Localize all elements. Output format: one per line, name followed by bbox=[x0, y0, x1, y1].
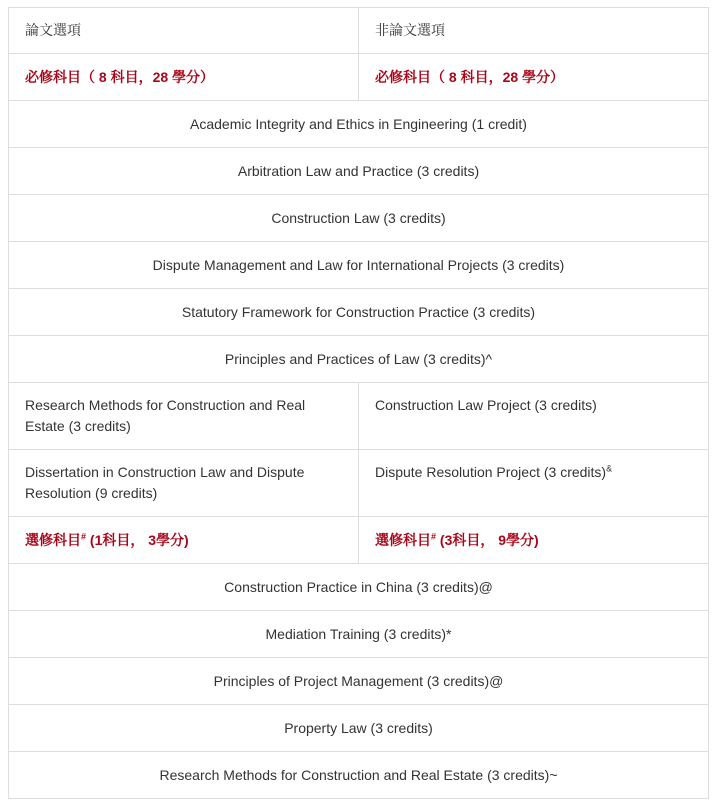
table-row bbox=[9, 705, 709, 752]
compulsory-course: Principles and Practices of Law (3 credits)^ bbox=[9, 336, 709, 383]
elective-label: 選修科目 bbox=[25, 531, 81, 548]
table-row bbox=[9, 658, 709, 705]
compulsory-course: Construction Law (3 credits) bbox=[9, 195, 709, 242]
programme-structure-table bbox=[8, 7, 709, 799]
table-row bbox=[9, 752, 709, 799]
elective-course: Research Methods for Construction and Real Estate (3 credits)~ bbox=[9, 752, 709, 799]
table-row bbox=[9, 611, 709, 658]
table-row bbox=[9, 383, 709, 450]
footnote-mark: & bbox=[606, 463, 613, 474]
compulsory-heading-row bbox=[9, 54, 709, 101]
elective-heading-row bbox=[9, 517, 709, 564]
table-row bbox=[9, 148, 709, 195]
header-thesis-option: 論文選項 bbox=[9, 8, 359, 54]
compulsory-course: Arbitration Law and Practice (3 credits) bbox=[9, 148, 709, 195]
non-thesis-course-label: Construction Law Project (3 credits) bbox=[375, 397, 597, 413]
header-non-thesis-option: 非論文選項 bbox=[359, 8, 709, 54]
elective-course: Property Law (3 credits) bbox=[9, 705, 709, 752]
compulsory-course: Statutory Framework for Construction Practice (3 credits) bbox=[9, 289, 709, 336]
elective-label: 選修科目 bbox=[375, 531, 431, 548]
footnote-mark: # bbox=[81, 530, 87, 541]
table-row bbox=[9, 289, 709, 336]
non-thesis-course bbox=[359, 383, 709, 450]
non-thesis-course bbox=[359, 450, 709, 517]
compulsory-course: Dispute Management and Law for International Projects (3 credits) bbox=[9, 242, 709, 289]
table-row bbox=[9, 242, 709, 289]
table-row bbox=[9, 450, 709, 517]
non-thesis-course-label: Dispute Resolution Project (3 credits) bbox=[375, 464, 607, 480]
thesis-course: Dissertation in Construction Law and Dispute Resolution (9 credits) bbox=[9, 450, 359, 517]
elective-count: (1科目， 3學分) bbox=[86, 531, 189, 548]
footnote-mark: # bbox=[431, 530, 437, 541]
elective-heading-thesis bbox=[9, 517, 359, 564]
table-header-row bbox=[9, 8, 709, 54]
compulsory-heading-thesis: 必修科目（ 8 科目，28 學分） bbox=[9, 54, 359, 101]
table-row bbox=[9, 336, 709, 383]
table-row bbox=[9, 564, 709, 611]
thesis-course: Research Methods for Construction and Real Estate (3 credits) bbox=[9, 383, 359, 450]
elective-course: Construction Practice in China (3 credits)@ bbox=[9, 564, 709, 611]
elective-course: Principles of Project Management (3 credits)@ bbox=[9, 658, 709, 705]
elective-heading-non-thesis bbox=[359, 517, 709, 564]
table-row bbox=[9, 195, 709, 242]
elective-course: Mediation Training (3 credits)* bbox=[9, 611, 709, 658]
elective-count: (3科目， 9學分) bbox=[436, 531, 539, 548]
compulsory-course: Academic Integrity and Ethics in Engineering (1 credit) bbox=[9, 101, 709, 148]
table-row bbox=[9, 101, 709, 148]
compulsory-heading-non-thesis: 必修科目（ 8 科目，28 學分） bbox=[359, 54, 709, 101]
